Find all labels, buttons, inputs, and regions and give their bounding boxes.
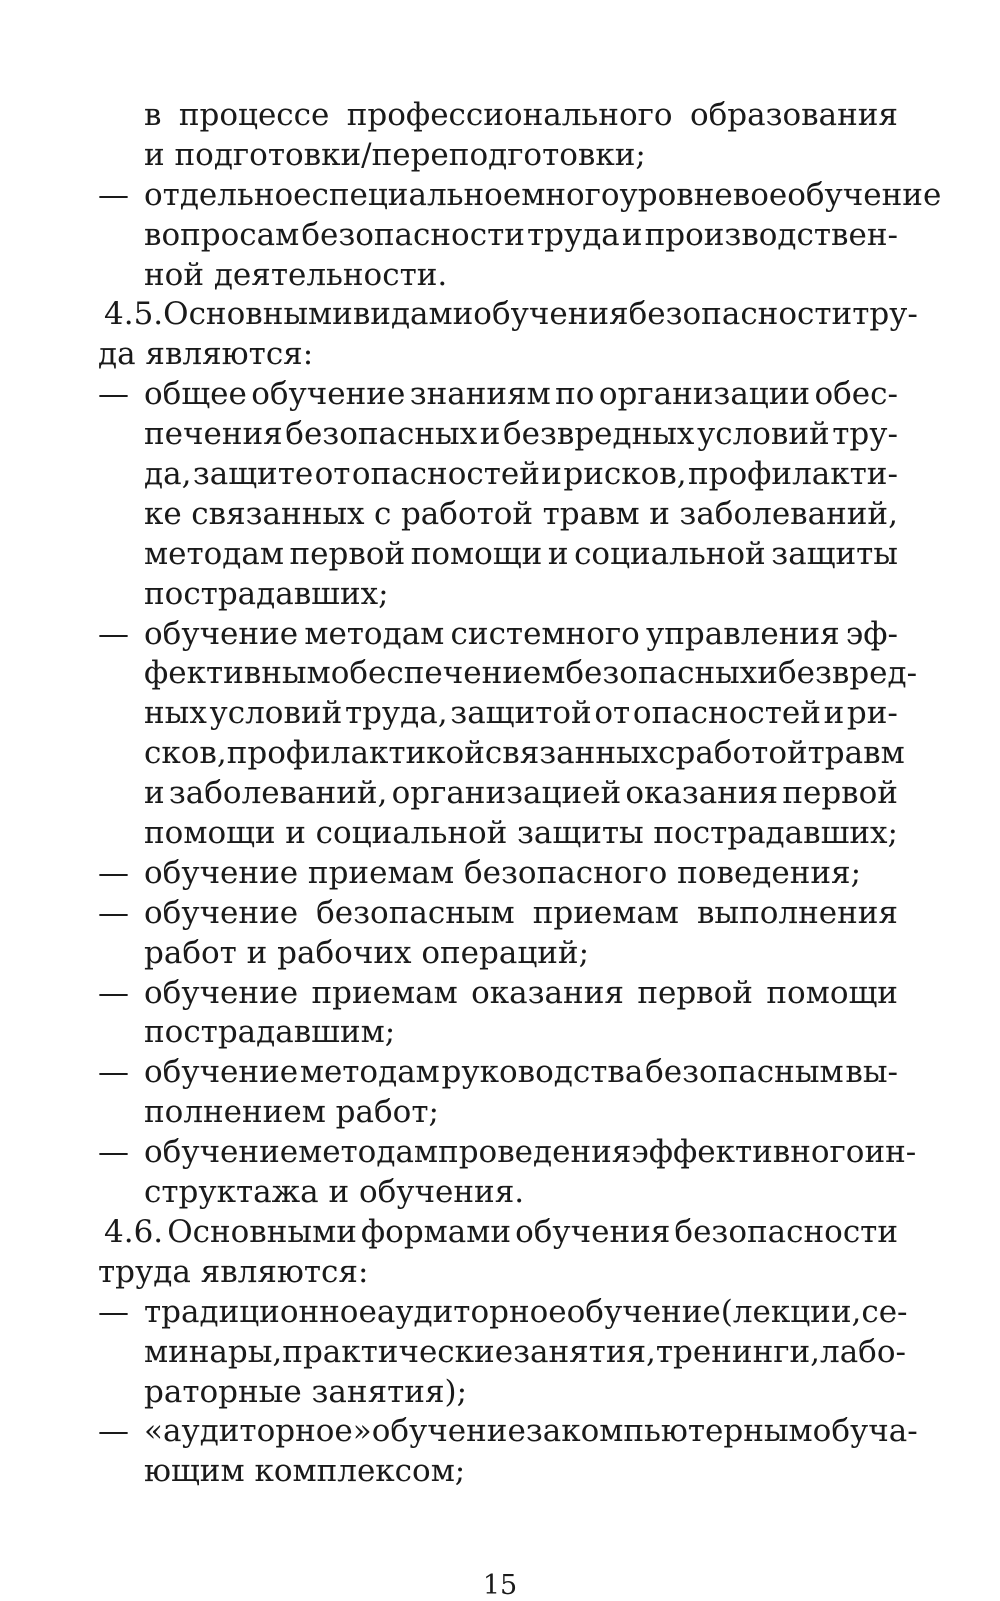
text-line-content: — «аудиторное» обучение за компьютерным обуча- [98,1413,898,1449]
text-line [98,814,898,854]
text-line [98,654,918,694]
text-line-content: — обучение методам проведения эффективного ин- [98,1134,898,1170]
text-line [98,136,898,176]
text-line [98,694,898,734]
text-line-content: — обучение методам руководства безопасным вы- [98,1054,898,1090]
list-item-line [98,1133,917,1173]
text-line-content: — обучение безопасным приемам выполнения [98,895,898,931]
text-line [98,1333,906,1373]
text-line-content: 4.5. Основными видами обучения безопасности тру- [104,296,918,333]
text-line-content: да являются: [98,336,314,373]
text-line-content: ке связанных с работой травм и заболеваний, [144,495,898,532]
list-dash: — [98,854,129,891]
text-line-content: — традиционное аудиторное обучение (лекции, се- [98,1294,898,1330]
list-dash: — [98,176,129,213]
text-line [98,575,898,615]
text-line [98,734,905,774]
text-line [98,1213,898,1253]
list-item-line [98,615,898,655]
text-line-content: — обучение приемам безопасного поведения; [98,855,861,891]
text-line-content: вопросам безопасности труда и производствен- [144,216,898,253]
text-line-content: и подготовки/переподготовки; [144,136,646,173]
text-line [98,455,898,495]
text-line-content: ной деятельности. [144,256,448,293]
list-dash: — [98,615,129,652]
text-line-content: полнением работ; [144,1094,439,1131]
text-line-content: методам первой помощи и социальной защиты [144,535,898,572]
list-item-line [98,1053,898,1093]
text-line-content: ных условий труда, защитой от опасностей и ри- [144,695,898,732]
text-line-content: работ и рабочих операций; [144,934,590,971]
list-item-line [98,1412,918,1452]
list-dash: — [98,376,129,413]
text-line [98,216,898,256]
text-line-content: ющим комплексом; [144,1453,466,1490]
text-line [98,934,898,974]
list-item-line [98,974,898,1014]
text-line [98,495,898,535]
text-line-content: в процессе профессионального образования [144,97,898,133]
text-line [98,96,898,136]
text-line-content: труда являются: [98,1253,369,1290]
text-line-content: пострадавшим; [144,1014,396,1051]
text-line [98,1373,898,1413]
text-line-content: фективным обеспечением безопасных и безвред- [144,655,918,692]
text-line [98,1173,898,1213]
text-line [98,535,898,575]
text-line-content: помощи и социальной защиты пострадавших; [144,815,898,852]
text-line-content: да, защите от опасностей и рисков, профилакти- [144,456,898,493]
list-item-line [98,1293,908,1333]
text-line-content: — отдельное специальное многоуровневое обучение [98,177,898,213]
text-line-content: структажа и обучения. [144,1174,525,1211]
list-dash: — [98,1134,129,1171]
text-line [98,774,898,814]
text-line [98,1452,898,1492]
text-line-content: — обучение методам системного управления эф- [98,616,898,652]
list-item-line [98,375,898,415]
text-line [98,256,898,296]
list-dash: — [98,894,129,931]
text-line [98,1093,898,1133]
text-line [98,1013,898,1053]
text-line-content: раторные занятия); [144,1373,468,1410]
text-line [98,295,918,335]
text-line-content: минары, практические занятия, тренинги, лабо- [144,1333,906,1370]
text-line [98,335,898,375]
text-line-content: пострадавших; [144,575,389,612]
list-item-line [98,894,898,934]
text-line-content: печения безопасных и безвредных условий тру- [144,416,898,453]
page-text [98,96,942,1492]
list-dash: — [98,974,129,1011]
text-line [98,415,898,455]
list-dash: — [98,1293,129,1330]
list-item-line [98,176,942,216]
text-line-content: — обучение приемам оказания первой помощи [98,975,898,1011]
text-line [98,1253,898,1293]
list-item-line [98,854,898,894]
text-line-content: 4.6. Основными формами обучения безопасности [104,1213,898,1250]
page-number: 15 [482,1570,518,1601]
list-dash: — [98,1413,129,1450]
list-dash: — [98,1054,129,1091]
text-line-content: и заболеваний, организацией оказания первой [144,775,898,812]
text-line-content: сков, профилактикой связанных с работой травм [144,735,905,772]
text-line-content: — общее обучение знаниям по организации обес- [98,376,898,412]
